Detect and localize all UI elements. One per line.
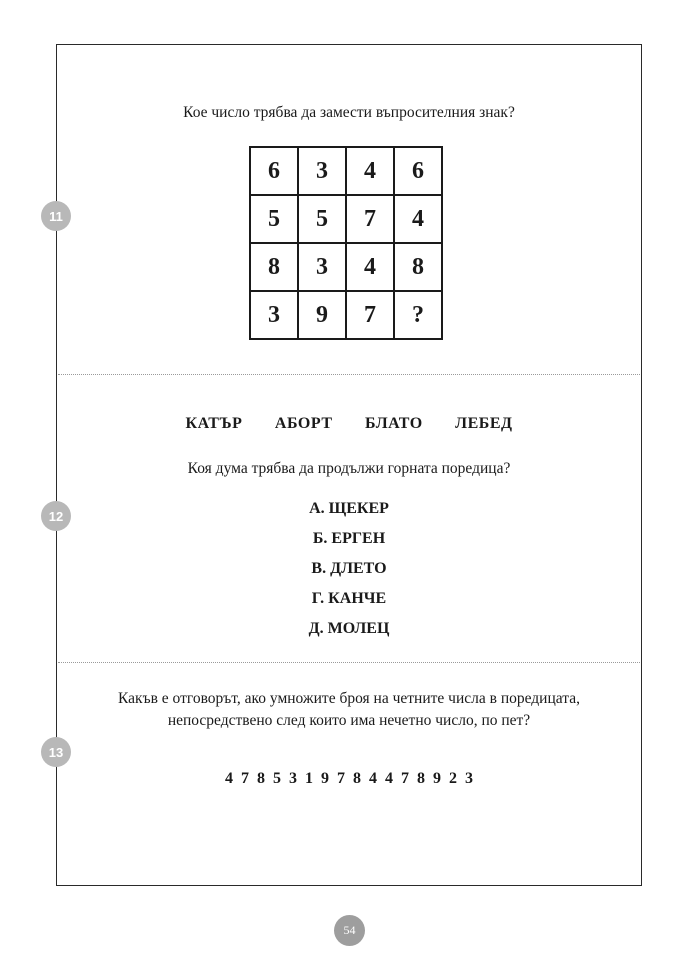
sequence-number: 9 bbox=[321, 770, 329, 787]
word-series bbox=[56, 415, 642, 433]
sequence-number: 1 bbox=[305, 770, 313, 787]
grid-row bbox=[250, 243, 442, 291]
answer-option: Г. КАНЧЕ bbox=[311, 590, 387, 607]
answer-option: Д. МОЛЕЦ bbox=[308, 620, 390, 637]
series-word: АБОРТ bbox=[274, 415, 333, 432]
grid-cell: 5 bbox=[250, 195, 298, 243]
sequence-number: 9 bbox=[433, 770, 441, 787]
section-divider bbox=[58, 374, 640, 375]
grid-row bbox=[250, 195, 442, 243]
number-sequence bbox=[56, 770, 642, 788]
answer-option: Б. ЕРГЕН bbox=[312, 530, 386, 547]
grid-cell: 4 bbox=[346, 243, 394, 291]
question-line: Какъв е отговорът, ако умножите броя на четните числа в поредицата, bbox=[118, 690, 580, 707]
sequence-number: 4 bbox=[369, 770, 377, 787]
grid-cell: 8 bbox=[250, 243, 298, 291]
grid-cell: 6 bbox=[250, 147, 298, 195]
sequence-number: 7 bbox=[241, 770, 249, 787]
puzzle-number-badge-12: 12 bbox=[41, 501, 71, 531]
sequence-number: 8 bbox=[353, 770, 361, 787]
sequence-number: 4 bbox=[225, 770, 233, 787]
sequence-number: 5 bbox=[273, 770, 281, 787]
answer-option: А. ЩЕКЕР bbox=[309, 500, 389, 517]
puzzle-11-question: Кое число трябва да замести въпросителния знак? bbox=[183, 104, 515, 121]
sequence-number: 8 bbox=[417, 770, 425, 787]
puzzle-12-question: Коя дума трябва да продължи горната поредица? bbox=[187, 460, 511, 477]
series-word: БЛАТО bbox=[365, 415, 423, 432]
grid-cell: 3 bbox=[250, 291, 298, 339]
sequence-number: 8 bbox=[257, 770, 265, 787]
page-number: 54 bbox=[334, 915, 365, 946]
grid-row bbox=[250, 291, 442, 339]
grid-cell: 6 bbox=[394, 147, 442, 195]
sequence-number: 7 bbox=[401, 770, 409, 787]
series-word: ЛЕБЕД bbox=[455, 415, 513, 432]
grid-cell: 3 bbox=[298, 243, 346, 291]
grid-row bbox=[250, 147, 442, 195]
grid-cell: 3 bbox=[298, 147, 346, 195]
grid-cell: 9 bbox=[298, 291, 346, 339]
sequence-number: 3 bbox=[289, 770, 297, 787]
grid-cell: 7 bbox=[346, 195, 394, 243]
sequence-number: 7 bbox=[337, 770, 345, 787]
number-grid bbox=[249, 146, 443, 340]
grid-cell: 5 bbox=[298, 195, 346, 243]
grid-cell: 4 bbox=[346, 147, 394, 195]
sequence-number: 2 bbox=[449, 770, 457, 787]
answer-options bbox=[56, 498, 642, 648]
puzzle-13-question bbox=[56, 688, 642, 732]
puzzle-number-badge-13: 13 bbox=[41, 737, 71, 767]
section-divider bbox=[58, 662, 640, 663]
grid-cell: 7 bbox=[346, 291, 394, 339]
question-line: непосредствено след които има нечетно число, по пет? bbox=[167, 712, 531, 729]
sequence-number: 4 bbox=[385, 770, 393, 787]
answer-option: В. ДЛЕТО bbox=[311, 560, 387, 577]
sequence-number: 3 bbox=[465, 770, 473, 787]
grid-cell: 4 bbox=[394, 195, 442, 243]
puzzle-number-badge-11: 11 bbox=[41, 201, 71, 231]
grid-cell: 8 bbox=[394, 243, 442, 291]
series-word: КАТЪР bbox=[185, 415, 243, 432]
grid-cell: ? bbox=[394, 291, 442, 339]
